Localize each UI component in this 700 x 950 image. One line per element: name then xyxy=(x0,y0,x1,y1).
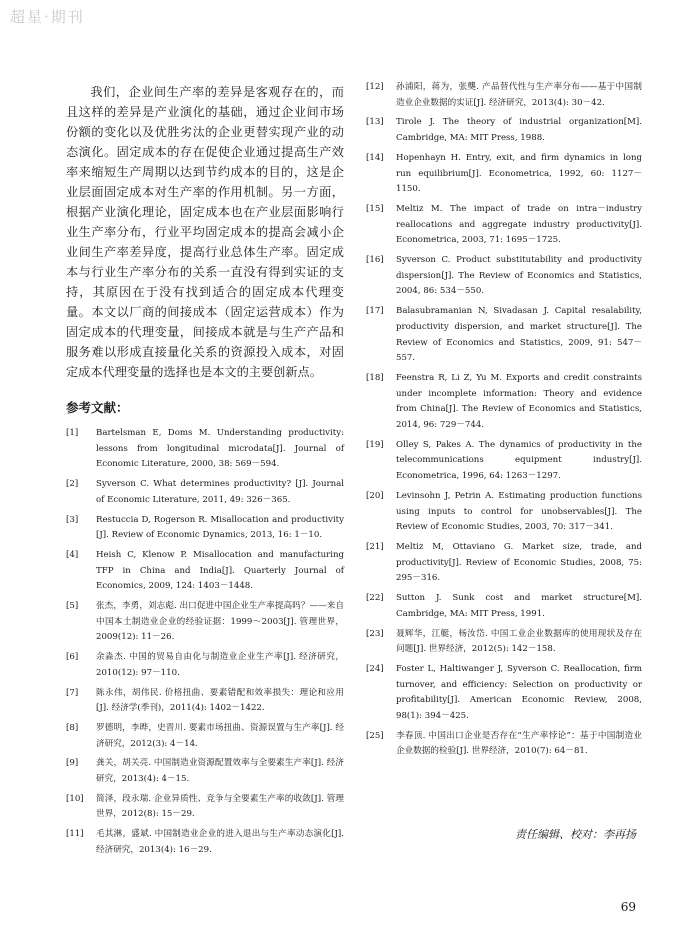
page-number: 69 xyxy=(620,900,636,914)
reference-text: 罗德明，李晔，史晋川. 要素市场扭曲、资源误置与生产率[J]. 经济研究，2012(3): 4－14. xyxy=(96,722,344,749)
reference-number: [18] xyxy=(366,372,384,383)
reference-item xyxy=(366,627,642,658)
reference-item xyxy=(66,721,344,752)
reference-item xyxy=(366,729,642,760)
reference-item xyxy=(366,115,642,146)
reference-item xyxy=(66,599,344,646)
reference-text: Feenstra R, Li Z, Yu M. Exports and credit constraints under incomplete information: Theory and evidence from China[J]. The Review of Economics and Statistics, 2014, 96: 729－744. xyxy=(396,372,642,431)
reference-number: [15] xyxy=(366,203,384,214)
reference-number: [13] xyxy=(366,117,384,128)
references-list-left xyxy=(66,426,344,859)
watermark-header: 超星·期刊 xyxy=(10,8,85,26)
reference-text: Heish C, Klenow P. Misallocation and manufacturing TFP in China and India[J]. Quarterly Journal of Economics, 2009, 124: 1403－1448. xyxy=(96,549,344,592)
reference-number: [12] xyxy=(366,82,384,92)
reference-number: [24] xyxy=(366,663,384,674)
reference-number: [21] xyxy=(366,541,384,552)
reference-item xyxy=(66,477,344,508)
reference-item xyxy=(66,650,344,681)
reference-number: [3] xyxy=(66,514,79,525)
reference-text: Tirole J. The theory of industrial organization[M]. Cambridge, MA: MIT Press, 1988. xyxy=(396,117,642,144)
reference-number: [11] xyxy=(66,829,84,840)
reference-item xyxy=(366,591,642,622)
reference-text: Syverson C. Product substitutability and productivity dispersion[J]. The Review of Economics and Statistics, 2004, 86: 534－550. xyxy=(396,255,642,297)
reference-number: [14] xyxy=(366,152,384,163)
reference-text: 李春顶. 中国出口企业是否存在“生产率悖论”：基于中国制造业企业数据的检验[J]. 世界经济，2010(7): 64－81. xyxy=(396,730,642,757)
reference-item xyxy=(66,513,344,544)
reference-text: 简泽，段永瑞. 企业异质性、竞争与全要素生产率的收敛[J]. 管理世界，2012(8): 15－29. xyxy=(96,793,344,820)
reference-item xyxy=(66,426,344,473)
reference-number: [9] xyxy=(66,758,79,769)
reference-text: 余淼杰. 中国的贸易自由化与制造业企业生产率[J]. 经济研究，2010(12): 97－110. xyxy=(96,652,344,678)
reference-number: [23] xyxy=(366,628,384,639)
reference-number: [16] xyxy=(366,255,384,266)
reference-text: 龚关，胡关亮. 中国制造业资源配置效率与全要素生产率[J]. 经济研究，2013(4): 4－15. xyxy=(96,758,344,785)
reference-number: [6] xyxy=(66,652,79,663)
reference-item xyxy=(366,80,642,111)
reference-item xyxy=(366,371,642,434)
reference-number: [19] xyxy=(366,439,384,450)
reference-item xyxy=(366,151,642,198)
reference-text: Balasubramanian N, Sivadasan J. Capital resalability, productivity dispersion, and market structure[J]. The Review of Economics and Statistics, 2009, 91: 547－557. xyxy=(396,306,642,364)
reference-text: Restuccia D, Rogerson R. Misallocation and productivity [J]. Review of Economic Dynamics, 2013, 16: 1－10. xyxy=(96,514,344,541)
reference-item xyxy=(66,792,344,823)
reference-text: 张杰，李勇，刘志彪. 出口促进中国企业生产率提高吗？——来自中国本土制造业企业的经验证据：1999～2003[J]. 管理世界，2009(12): 11－26. xyxy=(96,601,344,643)
reference-item xyxy=(366,662,642,725)
reference-item xyxy=(366,489,642,536)
right-column xyxy=(366,80,642,764)
reference-number: [5] xyxy=(66,601,79,612)
reference-number: [20] xyxy=(366,490,384,501)
reference-text: Sutton J. Sunk cost and market structure[M]. Cambridge, MA: MIT Press, 1991. xyxy=(396,593,642,619)
reference-number: [25] xyxy=(366,730,384,741)
reference-item xyxy=(66,548,344,595)
reference-text: Bartelsman E, Doms M. Understanding productivity: lessons from longitudinal microdata[J]. Journal of Economic Literature, 2000, 38: 569－594. xyxy=(96,428,344,470)
reference-number: [17] xyxy=(366,306,384,317)
references-heading: 参考文献： xyxy=(66,400,129,415)
reference-number: [1] xyxy=(66,428,79,438)
reference-text: Levinsohn J, Petrin A. Estimating production functions using inputs to control for unobservables[J]. The Review of Economic Studies, 2003, 70: 317－341. xyxy=(396,490,642,533)
reference-text: 聂辉华，江艇，杨汝岱. 中国工业企业数据库的使用现状及存在问题[J]. 世界经济，2012(5): 142－158. xyxy=(396,628,642,655)
reference-item xyxy=(366,304,642,367)
reference-item xyxy=(66,686,344,717)
reference-text: Olley S, Pakes A. The dynamics of productivity in the telecommunications equipment industry[J]. Econometrica, 1996, 64: 1263－1297. xyxy=(396,439,642,482)
reference-text: Syverson C. What determines productivity? [J]. Journal of Economic Literature, 2011, 49: 326－365. xyxy=(96,479,344,505)
reference-item xyxy=(366,438,642,485)
reference-number: [8] xyxy=(66,722,79,733)
left-column xyxy=(66,82,344,863)
reference-number: [22] xyxy=(366,593,384,604)
reference-item xyxy=(66,827,344,858)
reference-item xyxy=(366,202,642,249)
reference-text: 陈永伟，胡伟民. 价格扭曲、要素错配和效率损失：理论和应用[J]. 经济学(季刊)，2011(4): 1402－1422. xyxy=(96,687,344,714)
references-list-right xyxy=(366,80,642,760)
reference-number: [10] xyxy=(66,793,84,804)
reference-item xyxy=(366,253,642,300)
reference-text: Hopenhayn H. Entry, exit, and firm dynamics in long run equilibrium[J]. Econometrica, 1992, 60: 1127－1150. xyxy=(396,152,642,195)
reference-text: 孙浦阳，蒋为，张龑. 产品替代性与生产率分布——基于中国制造业企业数据的实证[J]. 经济研究，2013(4): 30－42. xyxy=(396,82,642,108)
reference-text: Meltiz M. The impact of trade on intra－industry reallocations and aggregate industry productivity[J]. Econometrica, 2003, 71: 1695－1725. xyxy=(396,203,642,246)
reference-number: [2] xyxy=(66,479,79,490)
reference-item xyxy=(366,540,642,587)
reference-text: Meltiz M, Ottaviano G. Market size, trade, and productivity[J]. Review of Economic Studies, 2008, 75: 295－316. xyxy=(396,541,642,584)
reference-item xyxy=(66,756,344,787)
reference-text: Foster L, Haltiwanger J, Syverson C. Reallocation, firm turnover, and efficiency: Selection on productivity or profitability[J]. American Economic Review, 2008, 98(1): 394－425. xyxy=(396,663,642,722)
body-paragraph: 我们，企业间生产率的差异是客观存在的，而且这样的差异是产业演化的基础，通过企业间市场份额的变化以及优胜劣汰的企业更替实现产业的动态演化。固定成本的存在促使企业通过提高生产效率来缩短生产周期以达到节约成本的目的，这是企业层面固定成本对生产率的作用机制。另一方面，根据产业演化理论，固定成本也在产业层面影响行业生产率分布，行业平均固定成本的提高会减小企业间生产率差异度，提高行业总体生产率。固定成本与行业生产率分布的关系一直没有得到实证的支持，其原因在于没有找到适合的固定成本代理变量。本文以厂商的间接成本（固定运营成本）作为固定成本的代理变量，间接成本就是与生产产品和服务难以形成直接量化关系的资源投入成本，对固定成本代理变量的选择也是本文的主要创新点。 xyxy=(66,85,344,379)
reference-number: [7] xyxy=(66,687,79,698)
editor-note: 责任编辑、校对：李再扬 xyxy=(515,828,636,841)
reference-text: 毛其淋，盛斌. 中国制造业企业的进入退出与生产率动态演化[J]. 经济研究，2013(4): 16－29. xyxy=(96,829,344,855)
reference-number: [4] xyxy=(66,549,79,560)
